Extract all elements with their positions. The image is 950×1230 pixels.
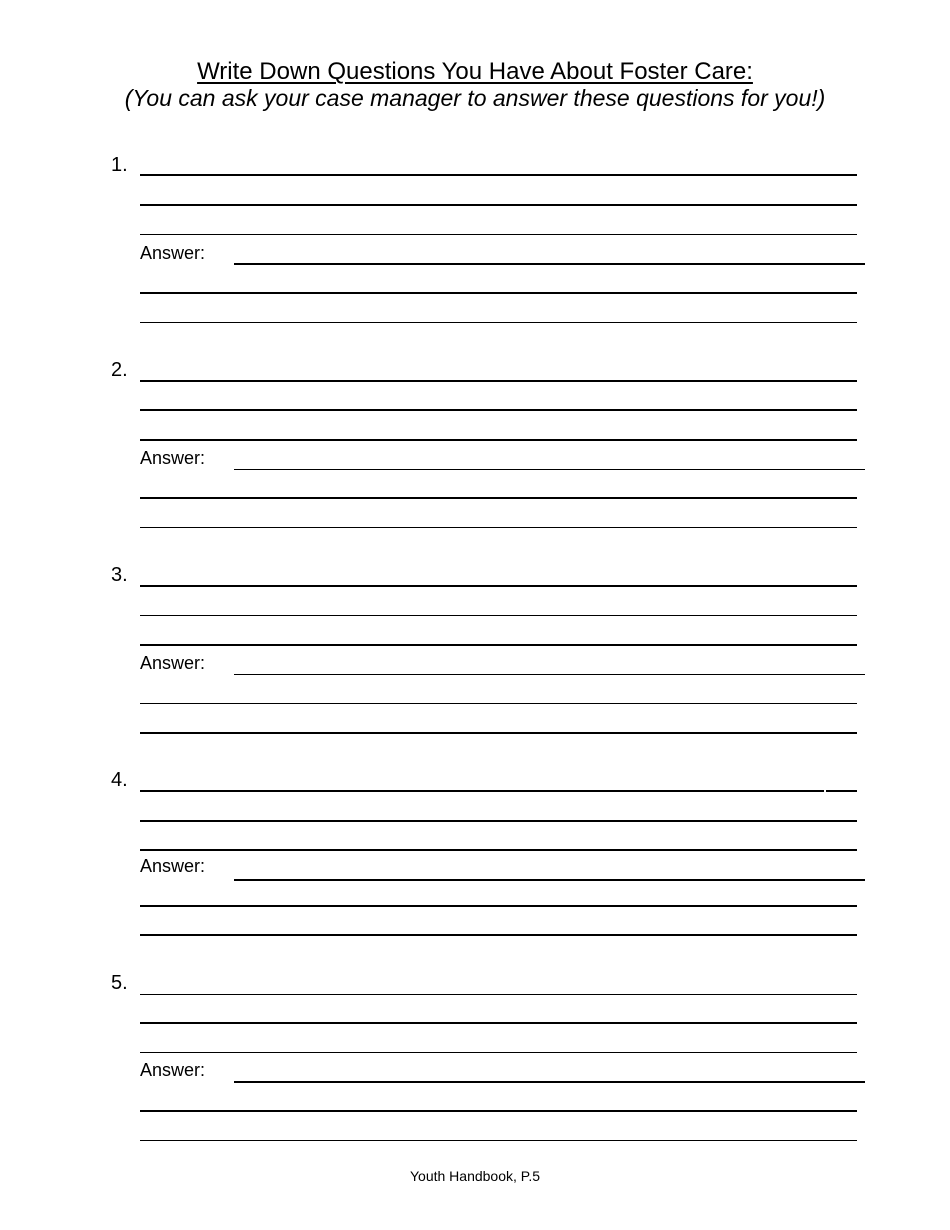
question-write-line[interactable] — [140, 1052, 857, 1053]
question-write-line[interactable] — [140, 790, 824, 792]
question-write-line[interactable] — [140, 615, 857, 616]
answer-label: Answer: — [140, 1060, 206, 1080]
answer-label: Answer: — [140, 653, 206, 673]
question-write-line[interactable] — [140, 174, 857, 176]
answer-label: Answer: — [140, 856, 206, 876]
question-number: 1. — [111, 154, 128, 176]
answer-write-line[interactable] — [234, 469, 865, 470]
page-subtitle: (You can ask your case manager to answer these questions for you!) — [124, 85, 826, 111]
page-title-text: Write Down Questions You Have About Foster Care: — [197, 58, 753, 85]
question-write-line[interactable] — [140, 439, 857, 441]
question-write-line[interactable] — [140, 234, 857, 235]
answer-write-line[interactable] — [140, 292, 857, 294]
answer-write-line[interactable] — [234, 263, 865, 265]
answer-label: Answer: — [140, 448, 206, 468]
answer-write-line[interactable] — [140, 527, 857, 528]
answer-write-line[interactable] — [234, 1081, 865, 1083]
page-footer: Youth Handbook, P.5 — [409, 1168, 540, 1184]
answer-write-line[interactable] — [140, 322, 857, 323]
answer-write-line[interactable] — [234, 674, 865, 675]
question-write-line-segment[interactable] — [826, 790, 857, 792]
answer-write-line[interactable] — [140, 732, 857, 734]
answer-write-line[interactable] — [140, 1140, 857, 1141]
answer-write-line[interactable] — [234, 879, 865, 881]
question-write-line[interactable] — [140, 1022, 857, 1024]
question-number: 3. — [111, 564, 128, 586]
question-number: 4. — [111, 769, 128, 791]
question-write-line[interactable] — [140, 820, 857, 822]
question-write-line[interactable] — [140, 409, 857, 411]
answer-write-line[interactable] — [140, 1110, 857, 1112]
page-title — [0, 58, 950, 86]
answer-write-line[interactable] — [140, 934, 857, 936]
question-write-line[interactable] — [140, 644, 857, 646]
question-write-line[interactable] — [140, 994, 857, 995]
question-write-line[interactable] — [140, 849, 857, 851]
answer-write-line[interactable] — [140, 703, 857, 704]
answer-label: Answer: — [140, 243, 206, 263]
question-write-line[interactable] — [140, 585, 857, 587]
question-write-line[interactable] — [140, 380, 857, 382]
question-number: 5. — [111, 972, 128, 994]
answer-write-line[interactable] — [140, 905, 857, 907]
question-write-line[interactable] — [140, 204, 857, 206]
question-number: 2. — [111, 359, 128, 381]
answer-write-line[interactable] — [140, 497, 857, 499]
